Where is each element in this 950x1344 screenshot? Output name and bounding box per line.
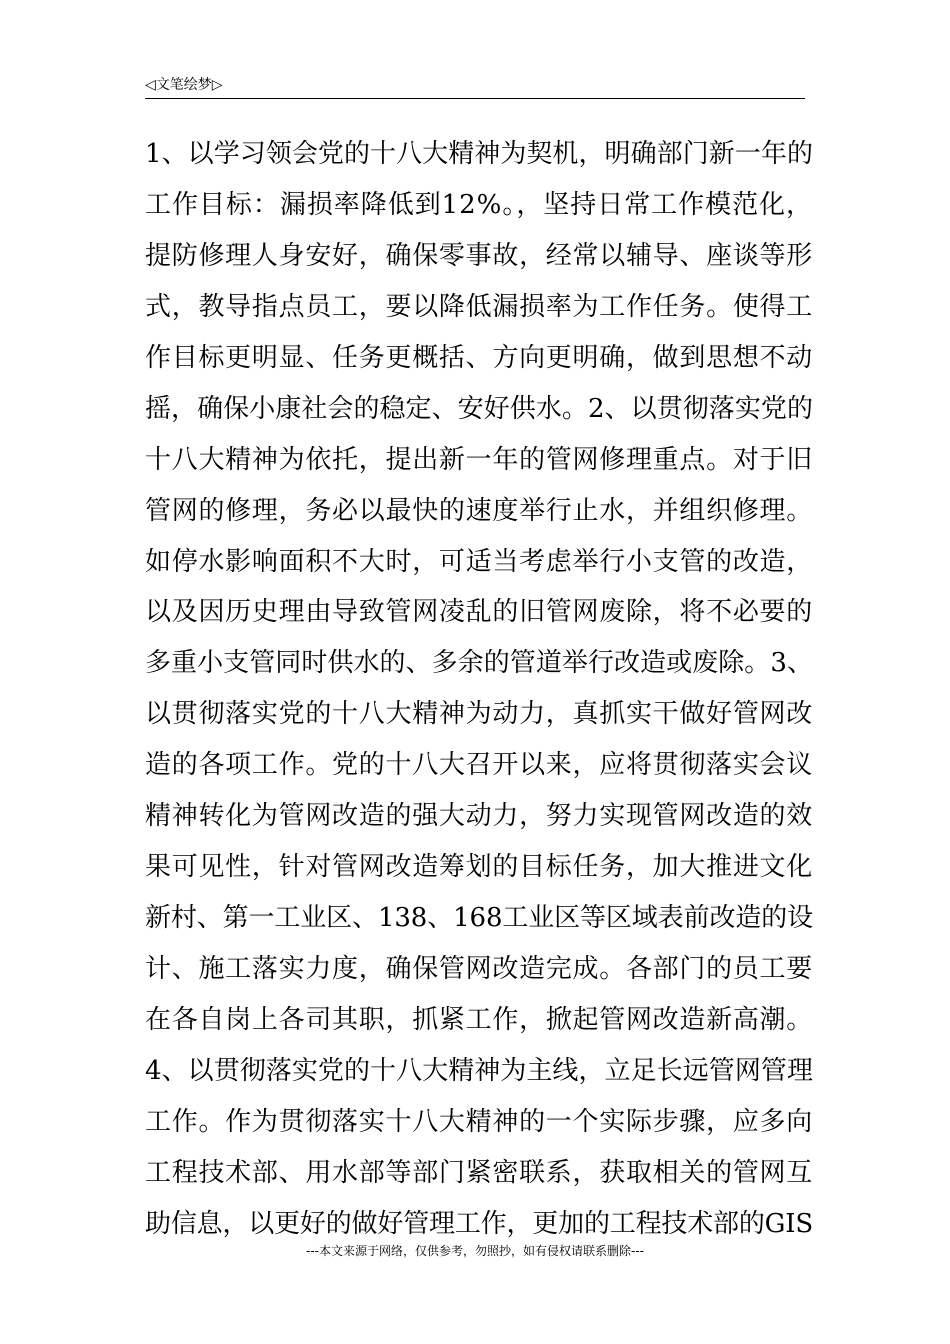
text-line: 以及因历史理由导致管网凌乱的旧管网废除，将不必要的 [145, 597, 813, 628]
text-line: 精神转化为管网改造的强大动力，努力实现管网改造的效 [145, 801, 813, 832]
text-line: 4、以贯彻落实党的十八大精神为主线，立足长远管网管理 [145, 1055, 813, 1086]
text-line: 多重小支管同时供水的、多余的管道举行改造或废除。3、 [145, 648, 813, 679]
text-line: 摇，确保小康社会的稳定、安好供水。2、以贯彻落实党的 [145, 393, 813, 424]
text-line: 十八大精神为依托，提出新一年的管网修理重点。对于旧 [145, 444, 813, 475]
text-line: 果可见性，针对管网改造筹划的目标任务，加大推进文化 [145, 852, 813, 883]
text-line: 提防修理人身安好，确保零事故，经常以辅导、座谈等形 [145, 240, 813, 271]
page-footer: ---本文来源于网络，仅供参考，勿照抄，如有侵权请联系删除--- [306, 1244, 644, 1258]
text-line: 工作。作为贯彻落实十八大精神的一个实际步骤，应多向 [145, 1106, 813, 1137]
text-line: 如停水影响面积不大时，可适当考虑举行小支管的改造， [145, 546, 813, 577]
document-body [145, 129, 813, 1250]
text-line: 计、施工落实力度，确保管网改造完成。各部门的员工要 [145, 954, 813, 984]
text-line: 以贯彻落实党的十八大精神为动力，真抓实干做好管网改 [145, 699, 813, 730]
header-title: ◁文笔绘梦▷ [145, 77, 223, 93]
text-line: 1、以学习领会党的十八大精神为契机，明确部门新一年的 [145, 139, 813, 169]
text-line: 新村、第一工业区、138、168工业区等区域表前改造的设 [145, 903, 813, 934]
page-header [145, 74, 805, 99]
text-line: 造的各项工作。党的十八大召开以来，应将贯彻落实会议 [145, 750, 813, 781]
text-line: 工作目标：漏损率降低到12%。，坚持日常工作模范化， [145, 189, 813, 220]
text-line: 式，教导指点员工，要以降低漏损率为工作任务。使得工 [145, 291, 813, 322]
text-line: 助信息，以更好的做好管理工作，更加的工程技术部的GIS [145, 1208, 813, 1239]
text-line: 管网的修理，务必以最快的速度举行止水，并组织修理。 [145, 495, 813, 526]
text-line: 在各自岗上各司其职，抓紧工作，掀起管网改造新高潮。 [145, 1004, 813, 1035]
text-line: 工程技术部、用水部等部门紧密联系，获取相关的管网互 [145, 1157, 813, 1188]
text-line: 作目标更明显、任务更概括、方向更明确，做到思想不动 [145, 342, 813, 373]
